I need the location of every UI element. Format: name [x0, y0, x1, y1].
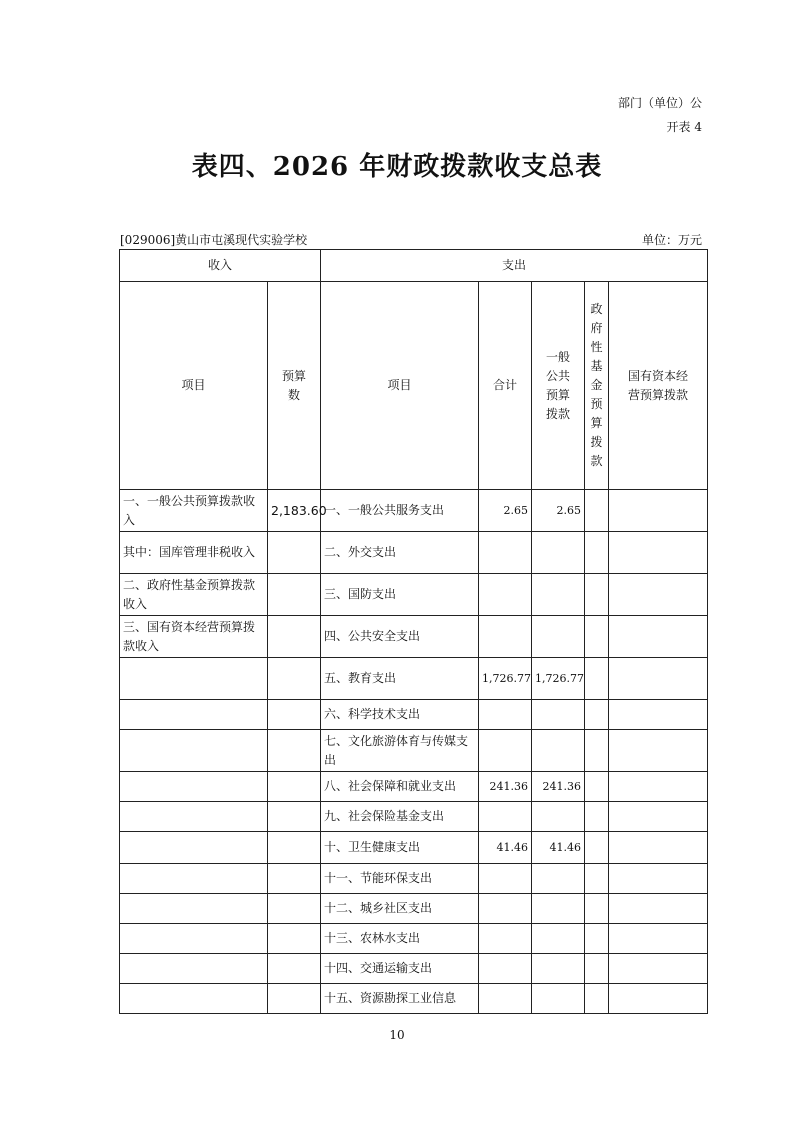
expense-general	[532, 532, 585, 574]
expense-item: 六、科学技术支出	[321, 700, 479, 730]
income-item	[120, 954, 268, 984]
income-item	[120, 730, 268, 772]
expense-fund	[585, 532, 609, 574]
organization-label: [029006]黄山市屯溪现代实验学校	[120, 233, 308, 247]
expense-item: 十一、节能环保支出	[321, 864, 479, 894]
col-gov-fund: 政府性基金预算拨款	[585, 282, 609, 490]
expense-item: 一、一般公共服务支出	[321, 490, 479, 532]
expense-item: 十、卫生健康支出	[321, 832, 479, 864]
income-item	[120, 700, 268, 730]
income-budget	[268, 924, 321, 954]
expense-fund	[585, 772, 609, 802]
expense-item: 十二、城乡社区支出	[321, 894, 479, 924]
expense-total	[479, 802, 532, 832]
expense-state	[609, 894, 708, 924]
expense-total	[479, 574, 532, 616]
income-budget	[268, 802, 321, 832]
expense-state	[609, 832, 708, 864]
expense-general	[532, 894, 585, 924]
table-row	[120, 532, 708, 574]
expense-total: 2.65	[479, 490, 532, 532]
expense-state	[609, 532, 708, 574]
expense-total: 41.46	[479, 832, 532, 864]
table-row	[120, 700, 708, 730]
expense-general	[532, 984, 585, 1014]
expense-general: 41.46	[532, 832, 585, 864]
income-item	[120, 772, 268, 802]
expense-fund	[585, 832, 609, 864]
income-item	[120, 984, 268, 1014]
expense-general: 1,726.77	[532, 658, 585, 700]
expense-total	[479, 616, 532, 658]
income-budget: 2,183.60	[268, 490, 321, 532]
expense-item: 十三、农林水支出	[321, 924, 479, 954]
expense-general	[532, 954, 585, 984]
income-budget	[268, 832, 321, 864]
expense-fund	[585, 490, 609, 532]
header-line-2: 开表 4	[666, 120, 702, 134]
expense-general	[532, 924, 585, 954]
col-budget: 预算数	[268, 282, 321, 490]
table-row	[120, 574, 708, 616]
expense-item: 八、社会保障和就业支出	[321, 772, 479, 802]
page-title: 表四、2026 年财政拨款收支总表	[191, 152, 603, 182]
expense-total	[479, 924, 532, 954]
table-row	[120, 894, 708, 924]
expense-total	[479, 984, 532, 1014]
income-budget	[268, 574, 321, 616]
income-item	[120, 924, 268, 954]
table-row	[120, 490, 708, 532]
income-budget	[268, 772, 321, 802]
expense-item: 九、社会保险基金支出	[321, 802, 479, 832]
income-budget	[268, 864, 321, 894]
expense-state	[609, 658, 708, 700]
expense-fund	[585, 864, 609, 894]
expense-fund	[585, 658, 609, 700]
col-item-expense: 项目	[321, 282, 479, 490]
expense-fund	[585, 802, 609, 832]
expense-fund	[585, 984, 609, 1014]
table-row	[120, 730, 708, 772]
expense-fund	[585, 730, 609, 772]
expense-fund	[585, 894, 609, 924]
expense-fund	[585, 954, 609, 984]
expense-state	[609, 490, 708, 532]
page-number: 10	[389, 1028, 405, 1042]
income-item	[120, 894, 268, 924]
table-row	[120, 658, 708, 700]
income-budget	[268, 616, 321, 658]
expense-general	[532, 574, 585, 616]
expense-fund	[585, 924, 609, 954]
expense-general	[532, 616, 585, 658]
col-item-income: 项目	[120, 282, 268, 490]
expense-general: 241.36	[532, 772, 585, 802]
expense-state	[609, 700, 708, 730]
income-item	[120, 832, 268, 864]
expense-item: 十五、资源勘探工业信息	[321, 984, 479, 1014]
expense-general	[532, 802, 585, 832]
income-item: 三、国有资本经营预算拨款收入	[120, 616, 268, 658]
expense-general	[532, 730, 585, 772]
col-total: 合计	[479, 282, 532, 490]
table-row	[120, 924, 708, 954]
income-budget	[268, 894, 321, 924]
income-budget	[268, 730, 321, 772]
expense-total	[479, 700, 532, 730]
expense-total: 241.36	[479, 772, 532, 802]
expense-total	[479, 730, 532, 772]
income-header: 收入	[120, 250, 321, 282]
expense-item: 五、教育支出	[321, 658, 479, 700]
table-row	[120, 832, 708, 864]
expense-item: 三、国防支出	[321, 574, 479, 616]
expense-item: 十四、交通运输支出	[321, 954, 479, 984]
expense-total	[479, 864, 532, 894]
expense-state	[609, 616, 708, 658]
expense-total	[479, 894, 532, 924]
income-item: 二、政府性基金预算拨款收入	[120, 574, 268, 616]
expense-state	[609, 984, 708, 1014]
income-budget	[268, 954, 321, 984]
expense-state	[609, 730, 708, 772]
budget-table	[119, 249, 708, 1014]
expense-state	[609, 574, 708, 616]
expense-general	[532, 864, 585, 894]
expense-general: 2.65	[532, 490, 585, 532]
header-line-1: 部门（单位）公	[617, 96, 702, 110]
income-budget	[268, 532, 321, 574]
expense-header: 支出	[321, 250, 708, 282]
income-budget	[268, 700, 321, 730]
expense-item: 二、外交支出	[321, 532, 479, 574]
expense-general	[532, 700, 585, 730]
expense-total	[479, 532, 532, 574]
table-row	[120, 954, 708, 984]
income-item	[120, 658, 268, 700]
table-row	[120, 802, 708, 832]
expense-item: 七、文化旅游体育与传媒支出	[321, 730, 479, 772]
expense-item: 四、公共安全支出	[321, 616, 479, 658]
table-row	[120, 772, 708, 802]
expense-fund	[585, 700, 609, 730]
expense-total: 1,726.77	[479, 658, 532, 700]
expense-state	[609, 954, 708, 984]
table-row	[120, 616, 708, 658]
income-budget	[268, 658, 321, 700]
table-row	[120, 864, 708, 894]
col-general-budget: 一般公共预算拨款	[532, 282, 585, 490]
expense-state	[609, 924, 708, 954]
expense-state	[609, 772, 708, 802]
income-item	[120, 802, 268, 832]
table-row	[120, 984, 708, 1014]
expense-fund	[585, 574, 609, 616]
income-item: 其中：国库管理非税收入	[120, 532, 268, 574]
income-budget	[268, 984, 321, 1014]
expense-state	[609, 802, 708, 832]
col-state-capital: 国有资本经营预算拨款	[609, 282, 708, 490]
income-item	[120, 864, 268, 894]
expense-total	[479, 954, 532, 984]
income-item: 一、一般公共预算拨款收入	[120, 490, 268, 532]
expense-state	[609, 864, 708, 894]
unit-label: 单位：万元	[641, 233, 702, 247]
expense-fund	[585, 616, 609, 658]
